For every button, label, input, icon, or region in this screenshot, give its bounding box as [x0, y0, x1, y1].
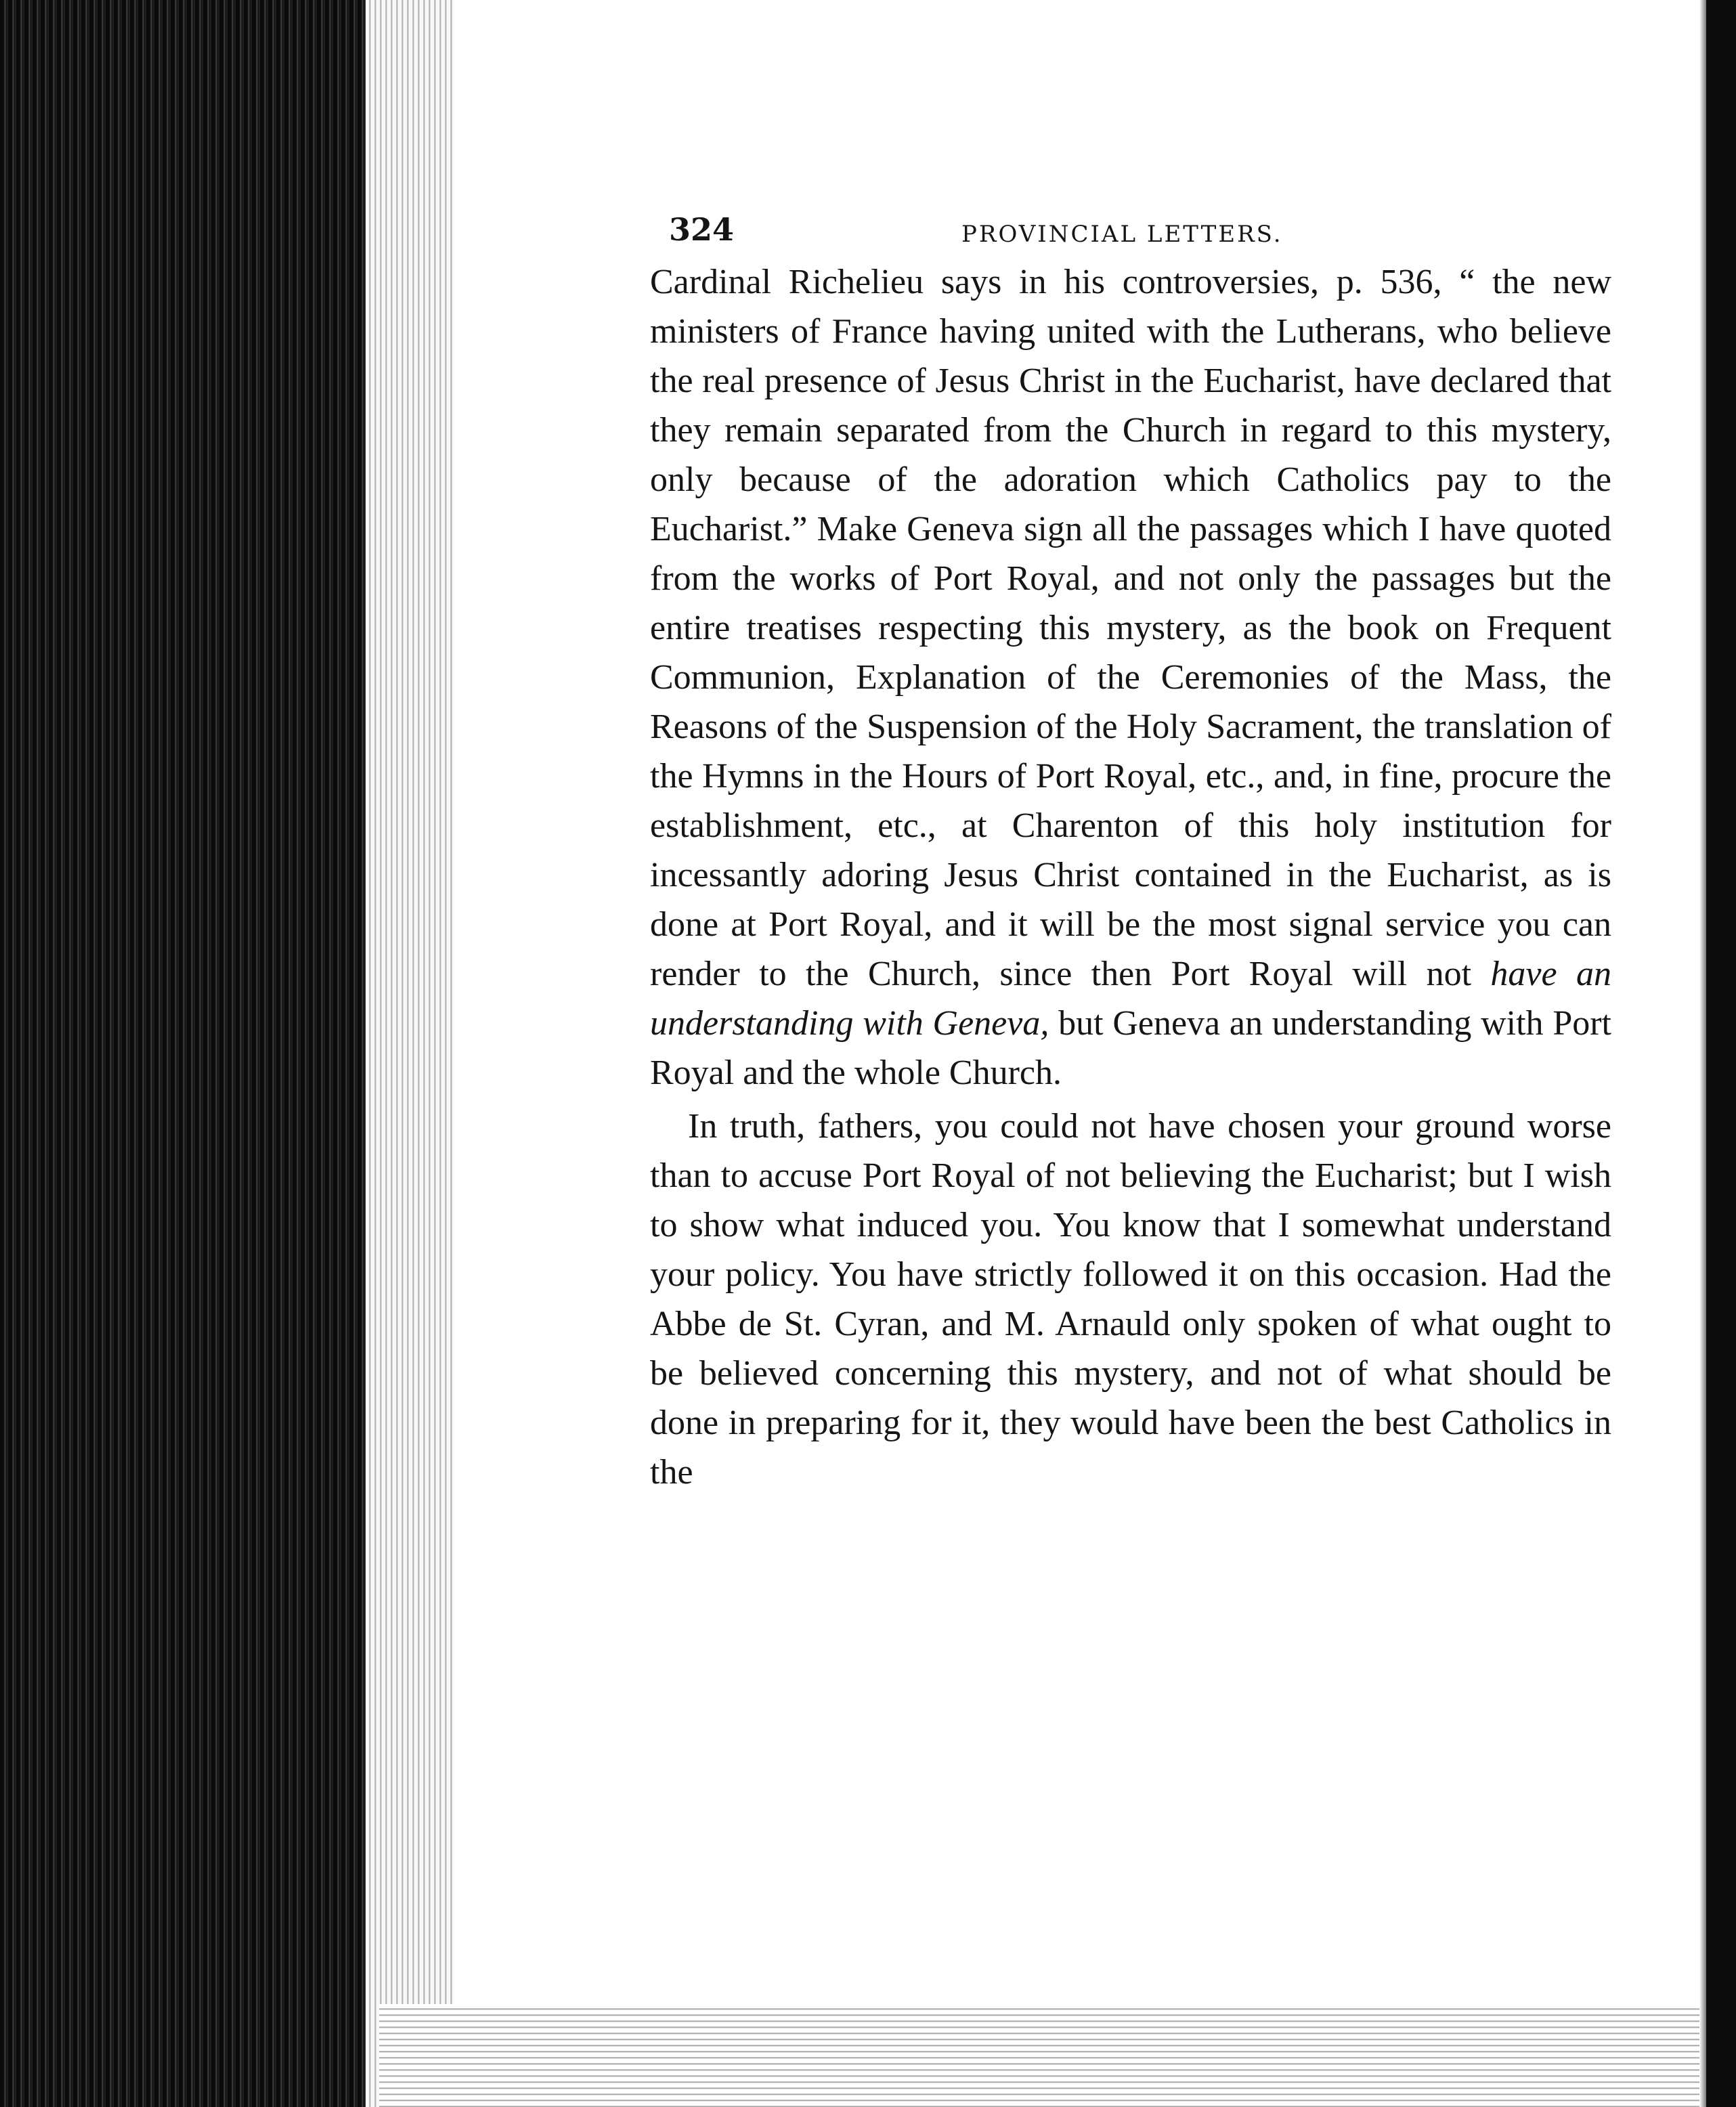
paragraph: [650, 1102, 1611, 1497]
page-number: 324: [669, 211, 735, 248]
text-segment: but Geneva an understanding with Port Royal and the whole Church.: [650, 1004, 1611, 1092]
page-edges: [366, 0, 454, 2107]
running-title: PROVINCIAL LETTERS.: [961, 221, 1283, 248]
right-edge: [1706, 0, 1736, 2107]
text-segment: Cardinal Richelieu says in his controversies, p. 536, “ the new ministers of France having united with the Lutherans, who believe the real presence of Jesus Christ in the Eucharist, have declared that they remain separated from the Church in regard to this mystery, only because of the adoration which Catholics pay to the Eucharist.” Make Geneva sign all the passages which I have quoted from the works of Port Royal, and not only the passages but the entire treatises respecting this mystery, as the book on Frequent Communion, Explanation of the Ceremonies of the Mass, the Reasons of the Suspension of the Holy Sacrament, the translation of the Hymns in the Hours of Port Royal, etc., and, in fine, procure the establishment, etc., at Charenton of this holy institution for incessantly adoring Jesus Christ contained in the Eucharist, as is done at Port Royal, and it will be the most signal service you can render to the Church, since then Port Royal will not: [650, 263, 1611, 993]
italic-text-segment: have an understanding with Geneva,: [650, 955, 1611, 1043]
paragraph: [650, 257, 1611, 1098]
book-gutter-shadow: [0, 0, 366, 2107]
right-edge-shadow: [1699, 0, 1706, 2107]
text-segment: In truth, fathers, you could not have chosen your ground worse than to accuse Port Royal of not believing the Eucharist; but I wish to show what induced you. You know that I somewhat understand your policy. You have strictly followed it on this occasion. Had the Abbe de St. Cyran, and M. Arnauld only spoken of what ought to be believed concerning this mystery, and not of what should be done in preparing for it, they would have been the best Catholics in the: [650, 1107, 1611, 1492]
page-bottom-edges: [379, 2004, 1706, 2107]
book-page: [650, 203, 1611, 1497]
running-head: [650, 203, 1611, 257]
body-text: [650, 257, 1611, 1497]
